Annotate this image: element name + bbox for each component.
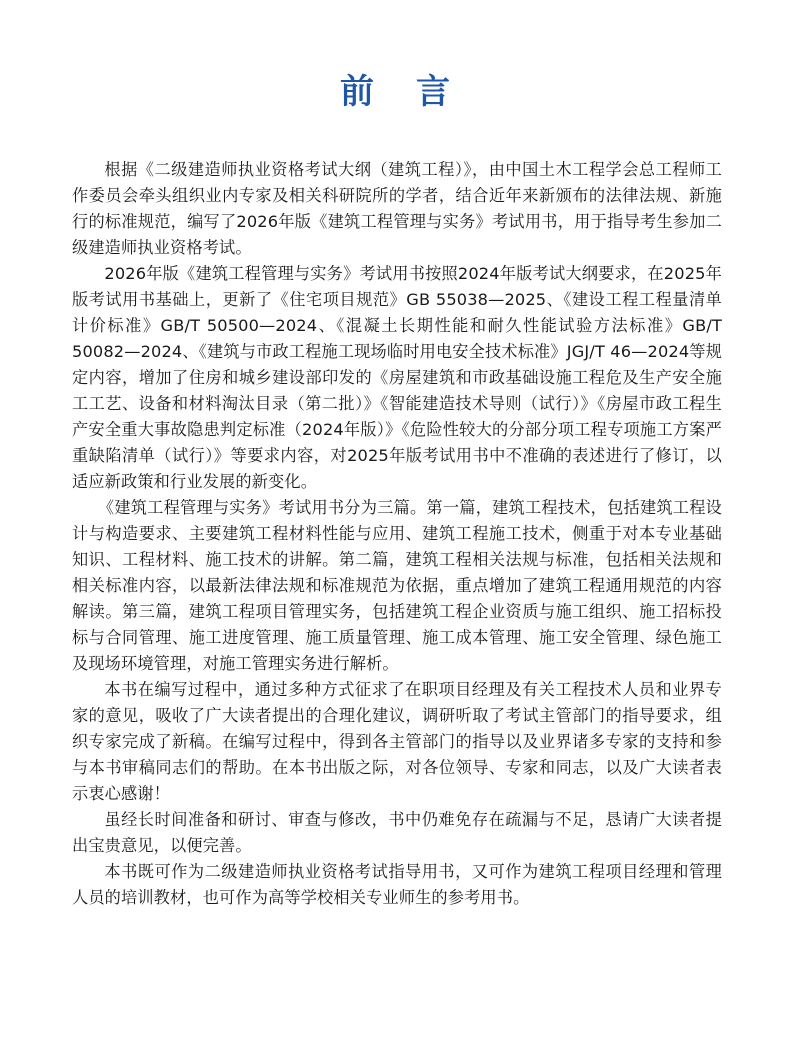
paragraph-3: 《建筑工程管理与实务》考试用书分为三篇。第一篇，建筑工程技术，包括建筑工程设计与构造要求、主要建筑工程材料性能与应用、建筑工程施工技术，侧重于对本专业基础知识、工程材料、施工技术的讲解。第二篇，建筑工程相关法规与标准，包括相关法规和相关标准内容，以最新法律法规和标准规范为依据，重点增加了建筑工程通用规范的内容解读。第三篇，建筑工程项目管理实务，包括建筑工程企业资质与施工组织、施工招标投标与合同管理、施工进度管理、施工质量管理、施工成本管理、施工安全管理、绿色施工及现场环境管理，对施工管理实务进行解析。 [72, 498, 722, 673]
preface-body [72, 157, 722, 911]
paragraph-1: 根据《二级建造师执业资格考试大纲（建筑工程）》，由中国土木工程学会总工程师工作委员会牵头组织业内专家及相关科研院所的学者，结合近年来新颁布的法律法规、新施行的标准规范，编写了2026年版《建筑工程管理与实务》考试用书，用于指导考生参加二级建造师执业资格考试。 [72, 160, 722, 257]
paragraph-4: 本书在编写过程中，通过多种方式征求了在职项目经理及有关工程技术人员和业界专家的意见，吸收了广大读者提出的合理化建议，调研听取了考试主管部门的指导要求，组织专家完成了新稿。在编写过程中，得到各主管部门的指导以及业界诸多专家的支持和参与本书审稿同志们的帮助。在本书出版之际，对各位领导、专家和同志，以及广大读者表示衷心感谢！ [72, 680, 722, 803]
paragraph-6: 本书既可作为二级建造师执业资格考试指导用书，又可作为建筑工程项目经理和管理人员的培训教材，也可作为高等学校相关专业师生的参考用书。 [72, 862, 722, 907]
paragraph-2: 2026年版《建筑工程管理与实务》考试用书按照2024年版考试大纲要求，在2025年版考试用书基础上，更新了《住宅项目规范》GB 55038—2025、《建设工程工程量清单计价标准》GB/T 50500—2024、《混凝土长期性能和耐久性能试验方法标准》GB/T 50082—2024、《建筑与市政工程施工现场临时用电安全技术标准》JGJ/T 46—2024等规定内容，增加了住房和城乡建设部印发的《房屋建筑和市政基础设施工程危及生产安全施工工艺、设备和材料淘汰目录（第二批）》《智能建造技术导则（试行）》《房屋市政工程生产安全重大事故隐患判定标准（2024年版）》《危险性较大的分部分项工程专项施工方案严重缺陷清单（试行）》等要求内容，对2025年版考试用书中不准确的表述进行了修订，以适应新政策和行业发展的新变化。 [72, 264, 722, 491]
paragraph-5: 虽经长时间准备和研讨、审查与修改，书中仍难免存在疏漏与不足，恳请广大读者提出宝贵意见，以便完善。 [72, 810, 722, 855]
page-title: 前言 [340, 72, 492, 112]
